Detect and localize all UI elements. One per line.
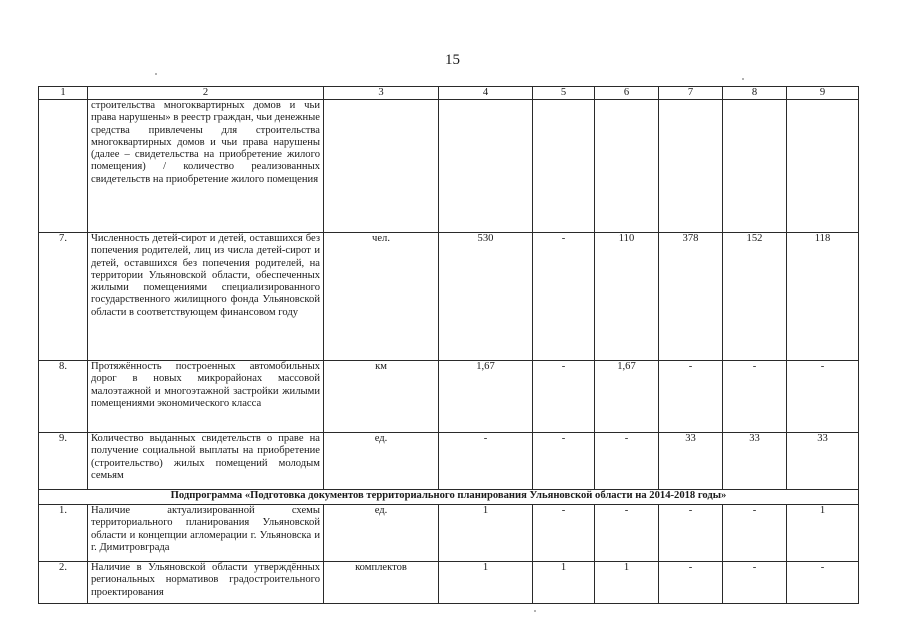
table-row <box>39 233 859 361</box>
page-number: 15 <box>445 52 460 68</box>
value-cell: 1 <box>439 562 533 604</box>
value-cell: - <box>659 505 723 562</box>
value-cell: 378 <box>659 233 723 361</box>
value-cell: - <box>595 433 659 490</box>
value-cell: 1 <box>595 562 659 604</box>
indicators-table <box>38 86 859 604</box>
value-cell: - <box>439 433 533 490</box>
value-cell: 33 <box>723 433 787 490</box>
value-cell <box>439 100 533 233</box>
scan-speck <box>534 610 536 612</box>
table-row <box>39 505 859 562</box>
unit-cell: чел. <box>324 233 439 361</box>
value-cell: 1,67 <box>595 361 659 433</box>
column-header: 5 <box>533 87 595 100</box>
value-cell: - <box>659 562 723 604</box>
row-number <box>39 100 88 233</box>
column-header: 7 <box>659 87 723 100</box>
value-cell: - <box>533 233 595 361</box>
value-cell <box>659 100 723 233</box>
table-row <box>39 100 859 233</box>
value-cell: - <box>723 505 787 562</box>
column-header: 3 <box>324 87 439 100</box>
value-cell: 152 <box>723 233 787 361</box>
row-number: 2. <box>39 562 88 604</box>
value-cell: 1,67 <box>439 361 533 433</box>
column-header: 8 <box>723 87 787 100</box>
subprogram-title: Подпрограмма «Подготовка документов территориального планирования Ульяновской области на 2014-2018 годы» <box>39 490 859 505</box>
value-cell: 33 <box>659 433 723 490</box>
column-header: 1 <box>39 87 88 100</box>
row-number: 8. <box>39 361 88 433</box>
value-cell <box>723 100 787 233</box>
value-cell <box>787 100 859 233</box>
table-row <box>39 433 859 490</box>
value-cell: - <box>595 505 659 562</box>
scan-speck <box>742 78 744 80</box>
scan-speck <box>155 73 157 75</box>
value-cell: - <box>659 361 723 433</box>
value-cell: 1 <box>533 562 595 604</box>
value-cell: 530 <box>439 233 533 361</box>
indicator-description: строительства многоквартирных домов и чьи права нарушены» в реестр граждан, чьи денежные средства привлечены для строительства многоквартирных домов и чьи права нарушены (далее – свидетельства на приобретение жилого помещения) / количество реализованных свидетельств на приобретение жилого помещения <box>88 100 324 233</box>
row-number: 1. <box>39 505 88 562</box>
indicator-description: Наличие в Ульяновской области утверждённых региональных нормативов градостроительного проектирования <box>88 562 324 604</box>
row-number: 7. <box>39 233 88 361</box>
value-cell <box>595 100 659 233</box>
value-cell: - <box>787 562 859 604</box>
unit-cell: ед. <box>324 505 439 562</box>
unit-cell: комплектов <box>324 562 439 604</box>
value-cell <box>533 100 595 233</box>
value-cell: - <box>533 505 595 562</box>
value-cell: - <box>533 433 595 490</box>
value-cell: - <box>723 361 787 433</box>
value-cell: - <box>723 562 787 604</box>
unit-cell: км <box>324 361 439 433</box>
column-header: 6 <box>595 87 659 100</box>
indicator-description: Количество выданных свидетельств о праве на получение социальной выплаты на приобретение (строительство) жилых помещений молодым семьям <box>88 433 324 490</box>
unit-cell <box>324 100 439 233</box>
value-cell: 118 <box>787 233 859 361</box>
column-header: 2 <box>88 87 324 100</box>
column-header: 9 <box>787 87 859 100</box>
column-header: 4 <box>439 87 533 100</box>
table-row <box>39 562 859 604</box>
value-cell: - <box>787 361 859 433</box>
value-cell: 110 <box>595 233 659 361</box>
indicator-description: Наличие актуализированной схемы территориального планирования Ульяновской области и концепции агломерации г. Ульяновска и г. Димитровграда <box>88 505 324 562</box>
unit-cell: ед. <box>324 433 439 490</box>
value-cell: 33 <box>787 433 859 490</box>
value-cell: - <box>533 361 595 433</box>
value-cell: 1 <box>787 505 859 562</box>
indicator-description: Численность детей-сирот и детей, оставшихся без попечения родителей, лиц из числа детей-сирот и детей, оставшихся без попечения родителей, на территории Ульяновской области, обеспеченных жилыми помещениями специализированного государственного жилищного фонда Ульяновской области в соответствующем финансовом году <box>88 233 324 361</box>
column-number-row <box>39 87 859 100</box>
subprogram-row <box>39 490 859 505</box>
row-number: 9. <box>39 433 88 490</box>
value-cell: 1 <box>439 505 533 562</box>
table-row <box>39 361 859 433</box>
indicator-description: Протяжённость построенных автомобильных дорог в новых микрорайонах массовой малоэтажной и многоэтажной застройки жилыми помещениями экономического класса <box>88 361 324 433</box>
